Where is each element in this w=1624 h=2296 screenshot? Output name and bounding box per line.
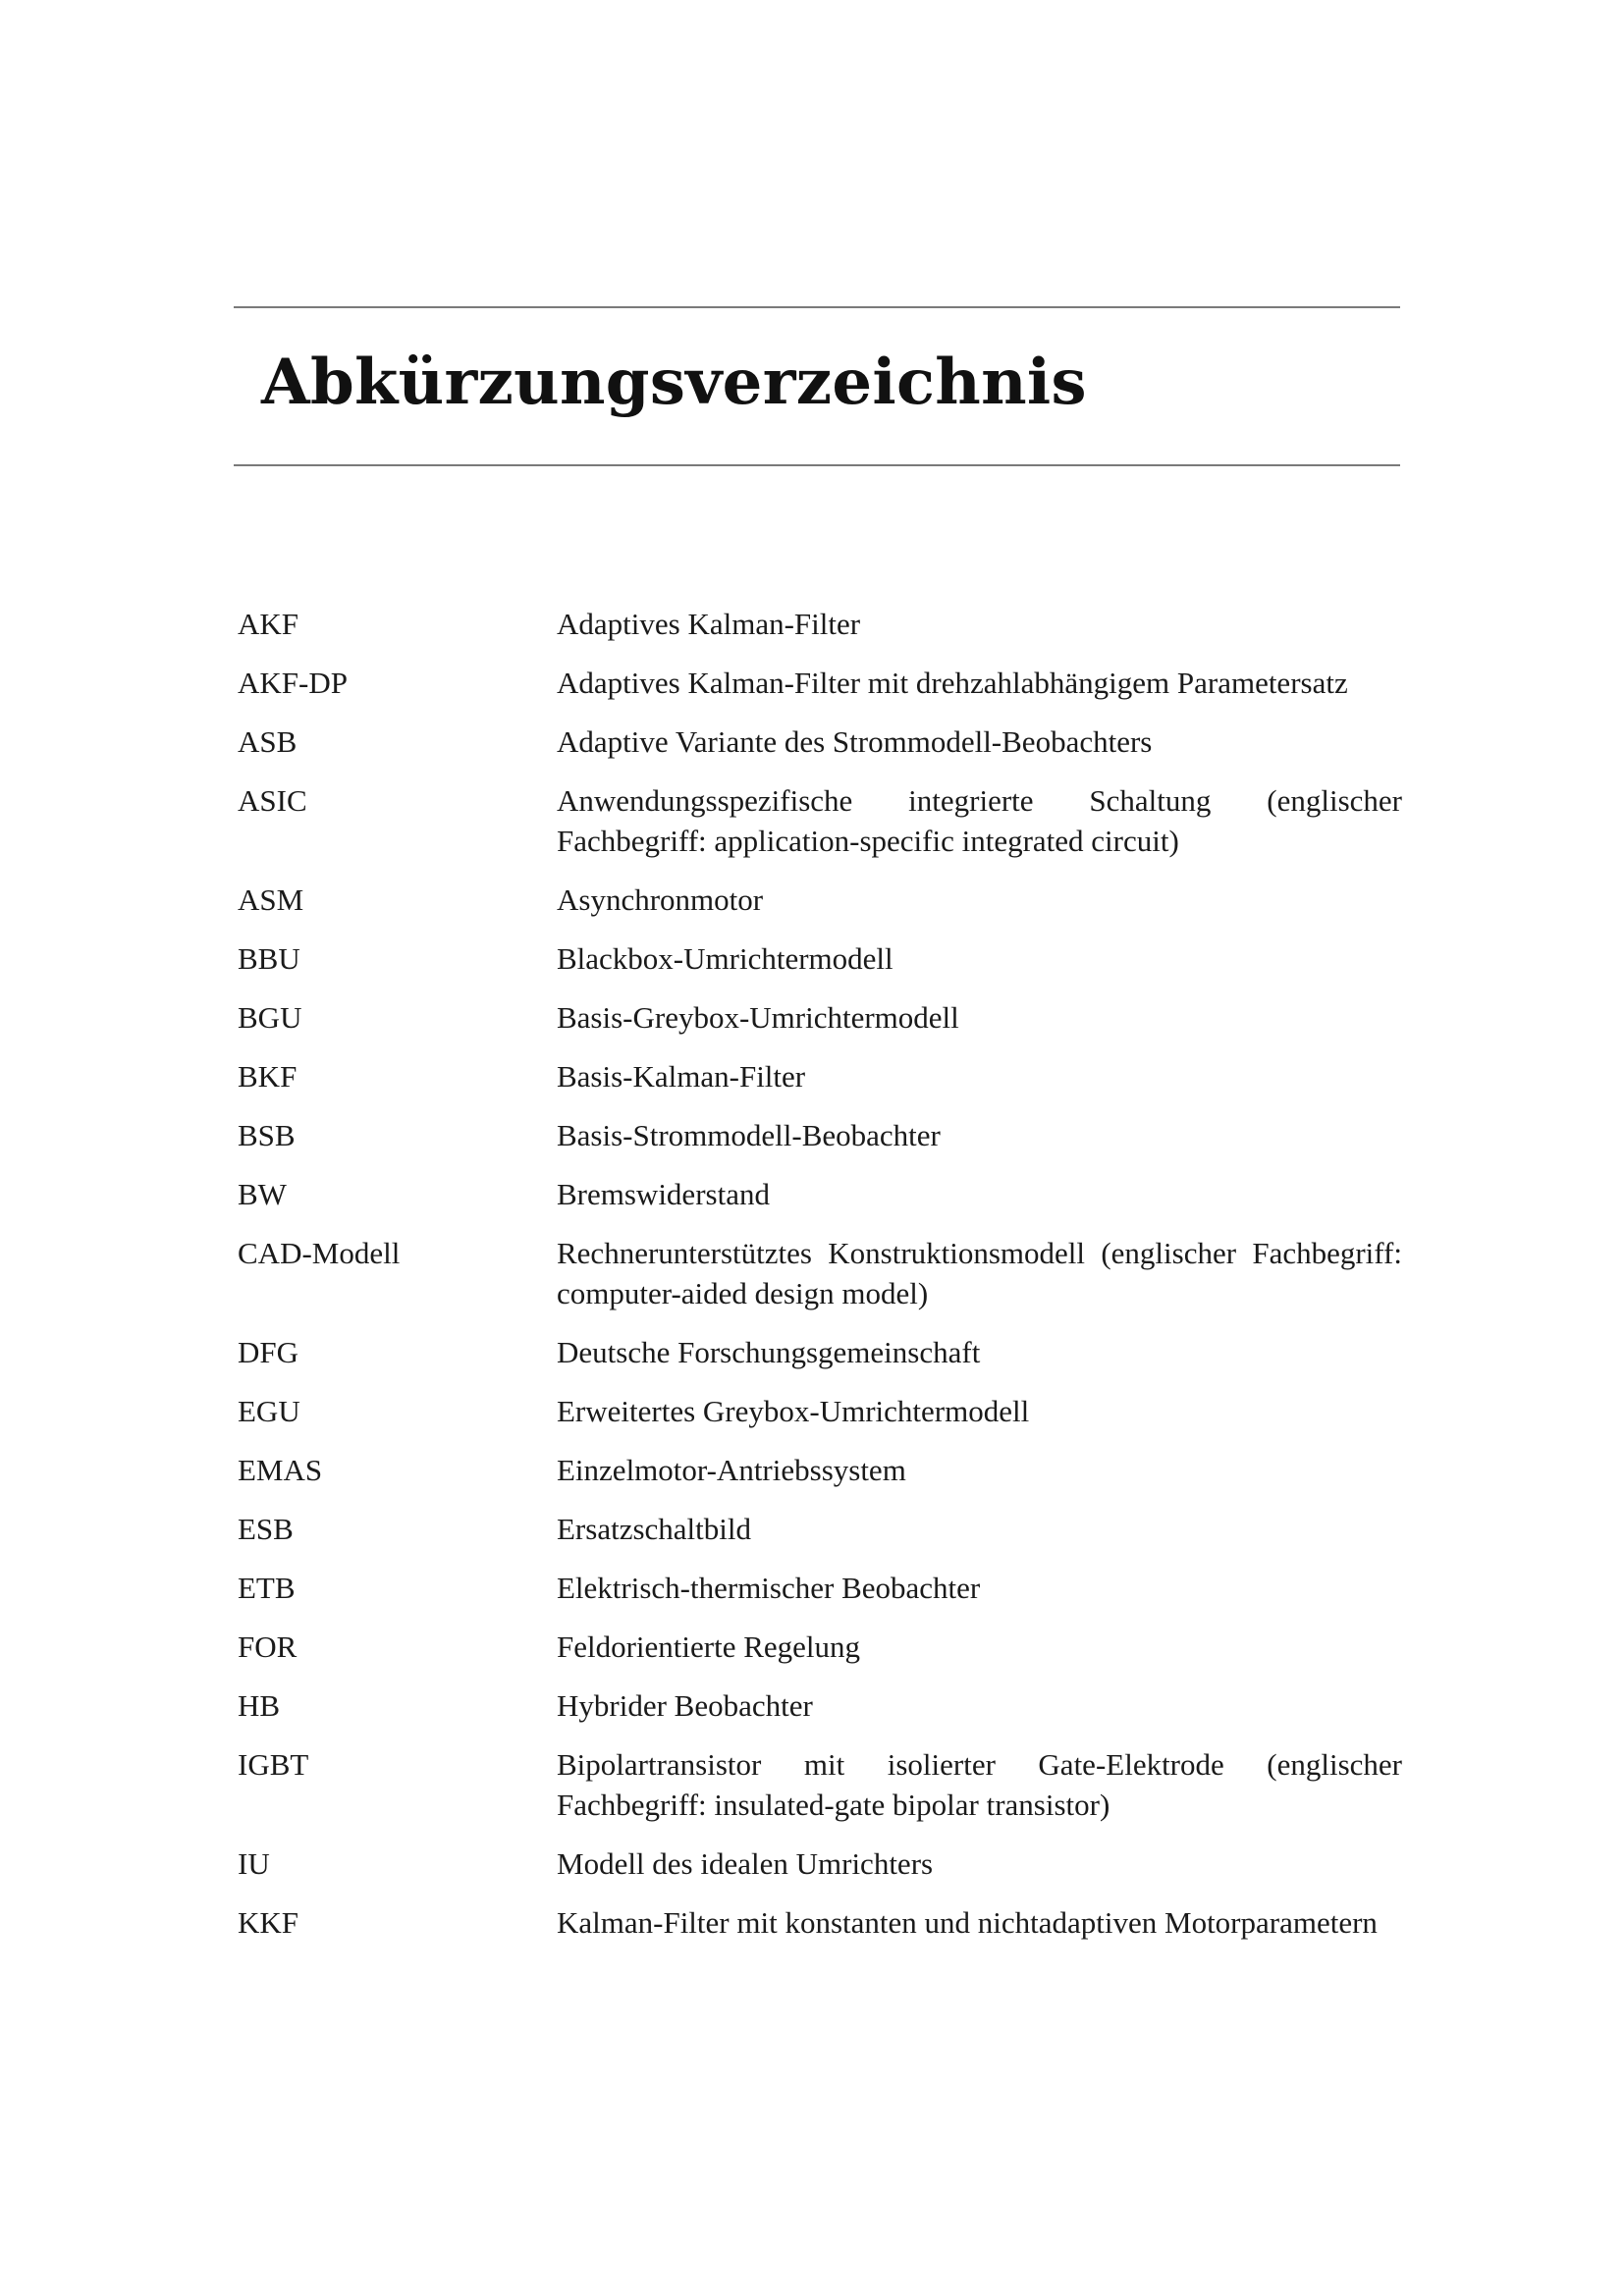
abbreviation-description: Hybrider Beobachter: [557, 1688, 813, 1723]
abbreviation-description: Basis-Kalman-Filter: [557, 1059, 806, 1094]
abbreviation-description: Adaptives Kalman-Filter mit drehzahlabhängigem Parametersatz: [557, 666, 1348, 700]
abbreviation-description: Basis-Strommodell-Beobachter: [557, 1118, 941, 1152]
abbreviation-description: Feldorientierte Regelung: [557, 1629, 861, 1664]
abbreviation-term: BBU: [238, 941, 300, 976]
abbreviation-entry: [238, 1115, 1402, 1155]
abbreviation-entry: [238, 721, 1402, 762]
abbreviation-term: IU: [238, 1846, 270, 1881]
abbreviation-description: Modell des idealen Umrichters: [557, 1846, 934, 1881]
title-rule-top: [234, 306, 1400, 308]
abbreviation-term: ASB: [238, 724, 298, 759]
abbreviation-term: KKF: [238, 1905, 299, 1940]
abbreviation-description: Erweitertes Greybox-Umrichtermodell: [557, 1394, 1030, 1428]
abbreviation-entry: [238, 1843, 1402, 1884]
abbreviation-term: ASIC: [238, 783, 307, 818]
abbreviation-description: Adaptive Variante des Strommodell-Beobachters: [557, 724, 1153, 759]
abbreviation-description: Blackbox-Umrichtermodell: [557, 941, 893, 976]
abbreviation-term: BGU: [238, 1000, 302, 1035]
abbreviation-term: BKF: [238, 1059, 298, 1094]
abbreviation-term: FOR: [238, 1629, 298, 1664]
abbreviation-entry: [238, 938, 1402, 979]
title-rule-bottom: [234, 464, 1400, 466]
abbreviation-entry: [238, 1568, 1402, 1608]
abbreviation-term: IGBT: [238, 1747, 309, 1782]
abbreviation-description: Elektrisch-thermischer Beobachter: [557, 1571, 981, 1605]
abbreviation-entry: [238, 1744, 1402, 1825]
abbreviation-entry: [238, 1627, 1402, 1667]
abbreviation-list: [238, 604, 1402, 1961]
abbreviation-entry: [238, 604, 1402, 644]
abbreviation-term: EGU: [238, 1394, 300, 1428]
abbreviation-entry: [238, 997, 1402, 1038]
abbreviation-entry: [238, 1902, 1402, 1943]
abbreviation-description: Ersatzschaltbild: [557, 1512, 751, 1546]
abbreviation-term: HB: [238, 1688, 281, 1723]
abbreviation-entry: [238, 1509, 1402, 1549]
abbreviation-term: CAD-Modell: [238, 1236, 401, 1270]
abbreviation-description: Asynchronmotor: [557, 882, 764, 917]
page-title: Abkürzungsverzeichnis: [261, 346, 1087, 419]
abbreviation-description: Bremswiderstand: [557, 1177, 770, 1211]
abbreviation-entry: [238, 1685, 1402, 1726]
abbreviation-term: ETB: [238, 1571, 296, 1605]
abbreviation-description: Einzelmotor-Antriebssystem: [557, 1453, 906, 1487]
abbreviation-description: Anwendungsspezifische integrierte Schaltung (englischer Fachbegriff: application-specific integrated circuit): [557, 783, 1402, 858]
abbreviation-description: Adaptives Kalman-Filter: [557, 607, 861, 641]
abbreviation-description: Deutsche Forschungsgemeinschaft: [557, 1335, 981, 1369]
abbreviation-entry: [238, 1174, 1402, 1214]
abbreviation-description: Rechnerunterstütztes Konstruktionsmodell (englischer Fachbegriff: computer-aided design model): [557, 1236, 1402, 1310]
abbreviation-entry: [238, 1233, 1402, 1313]
abbreviation-term: EMAS: [238, 1453, 323, 1487]
abbreviation-entry: [238, 663, 1402, 703]
abbreviation-entry: [238, 1391, 1402, 1431]
abbreviation-entry: [238, 1056, 1402, 1096]
abbreviation-term: BW: [238, 1177, 287, 1211]
abbreviation-term: AKF-DP: [238, 666, 348, 700]
abbreviation-entry: [238, 780, 1402, 861]
abbreviation-term: BSB: [238, 1118, 296, 1152]
abbreviation-term: AKF: [238, 607, 299, 641]
abbreviation-entry: [238, 880, 1402, 920]
abbreviation-term: DFG: [238, 1335, 299, 1369]
abbreviation-entry: [238, 1450, 1402, 1490]
abbreviation-term: ASM: [238, 882, 304, 917]
abbreviation-description: Bipolartransistor mit isolierter Gate-Elektrode (englischer Fachbegriff: insulated-gate bipolar transistor): [557, 1747, 1402, 1822]
abbreviation-entry: [238, 1332, 1402, 1372]
abbreviation-description: Kalman-Filter mit konstanten und nichtadaptiven Motorparametern: [557, 1905, 1378, 1940]
abbreviation-description: Basis-Greybox-Umrichtermodell: [557, 1000, 959, 1035]
abbreviation-term: ESB: [238, 1512, 294, 1546]
